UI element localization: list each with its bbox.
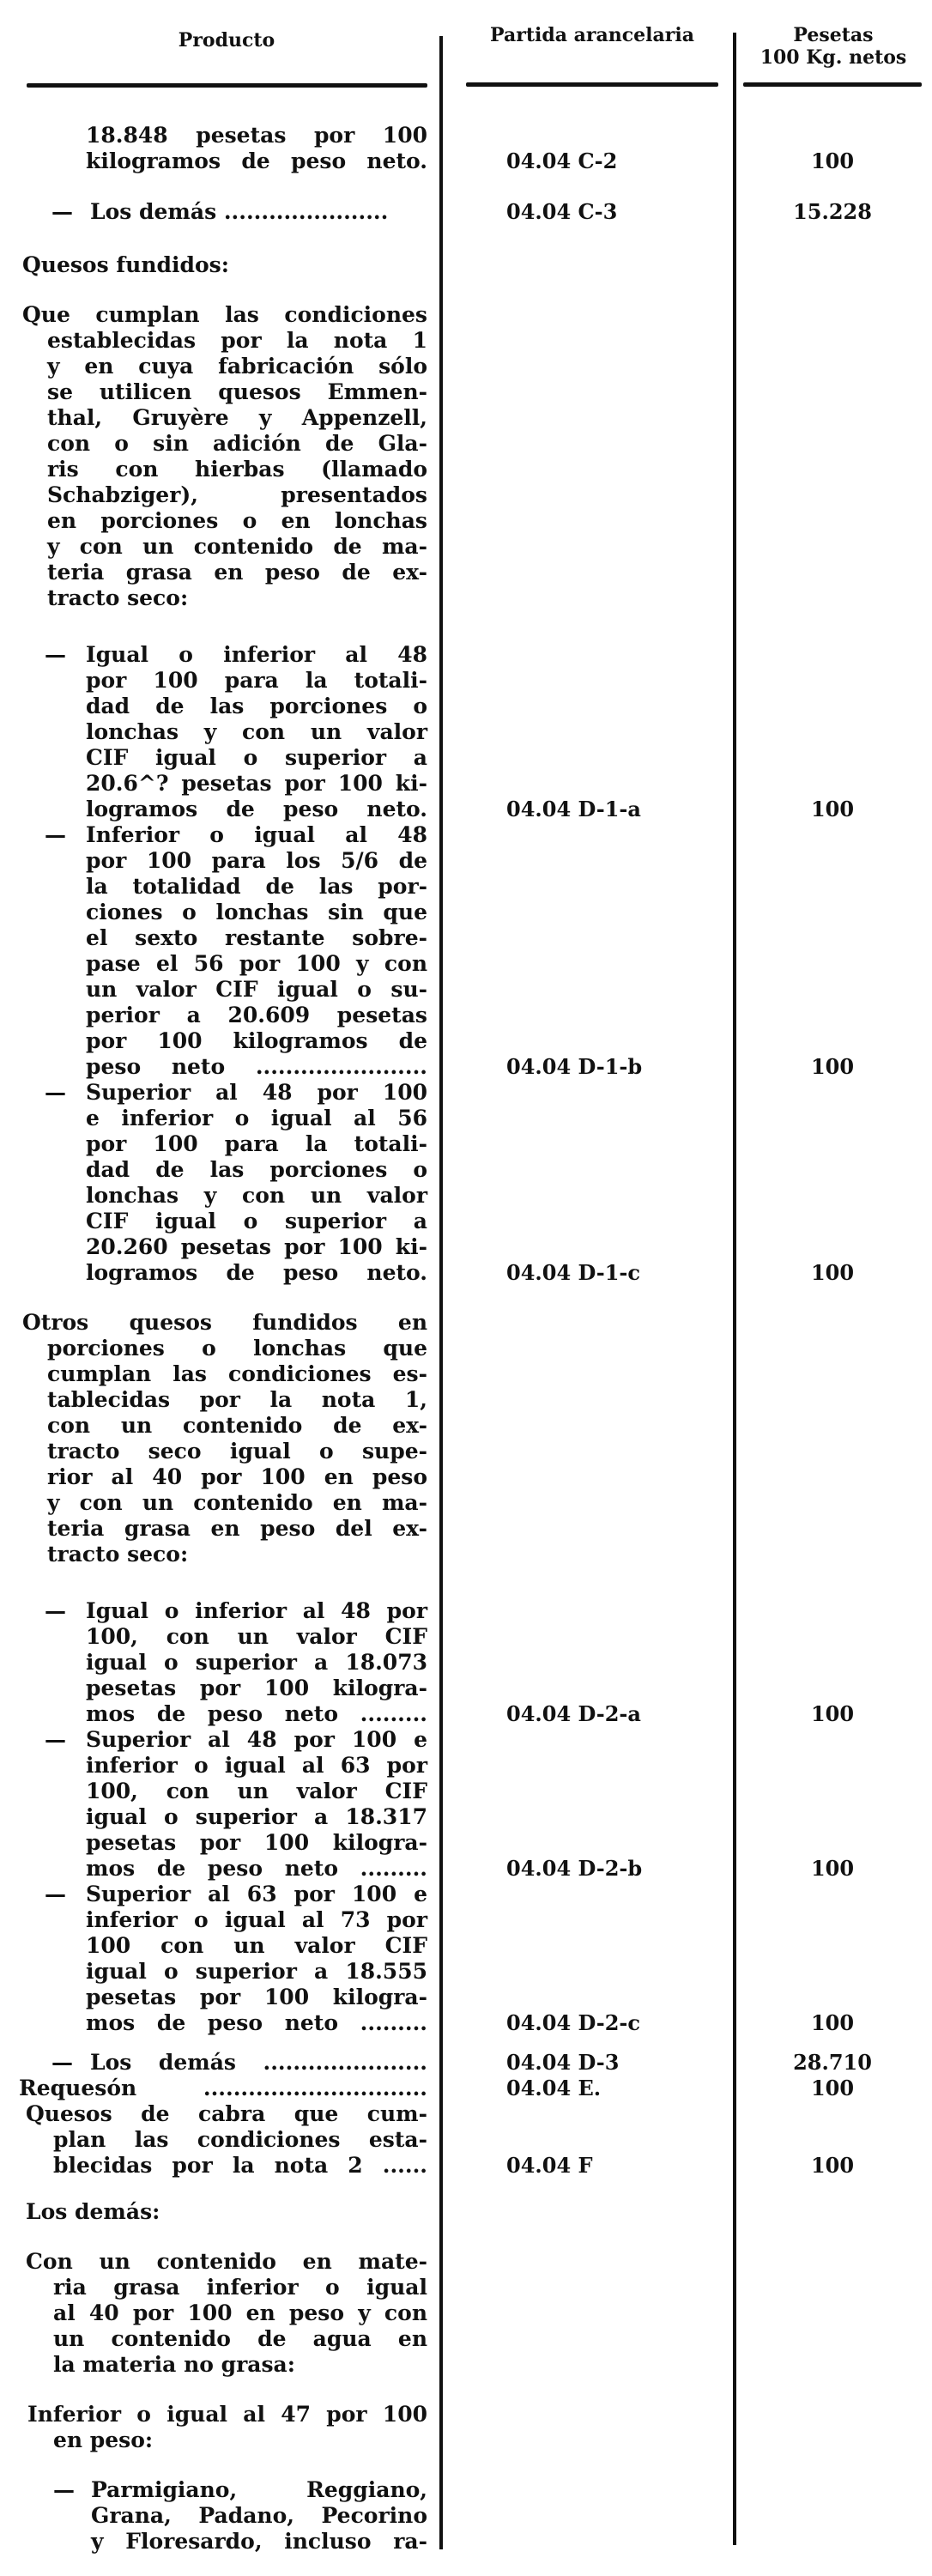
product-text-line: y Floresardo, incluso ra- [91, 2529, 427, 2554]
product-text-line: Igual o inferior al 48 por [86, 1598, 427, 1623]
product-text-line: Que cumplan las condiciones [22, 302, 427, 327]
product-text-line: Superior al 63 por 100 e [86, 1882, 427, 1906]
product-text-line: peso neto ....................... [86, 1054, 427, 1079]
product-text-line: Superior al 48 por 100 [86, 1080, 427, 1105]
product-text-line: un valor CIF igual o su- [86, 977, 427, 1002]
product-text-line: pase el 56 por 100 y con [86, 951, 427, 976]
product-text-line: plan las condiciones esta- [53, 2127, 427, 2152]
product-text-line: 20.6^? pesetas por 100 ki- [86, 771, 427, 796]
product-text-line: el sexto restante sobre- [86, 925, 427, 950]
product-text-line: un contenido de agua en [53, 2326, 427, 2351]
product-text-line: en peso: [53, 2428, 154, 2452]
product-text-line: perior a 20.609 pesetas [86, 1003, 427, 1027]
dash-bullet-icon: — [45, 1080, 66, 1105]
tariff-code: 04.04 D-1-b [506, 1054, 643, 1079]
product-text-line: Quesos de cabra que cum- [26, 2101, 427, 2126]
product-text-line: mos de peso neto ......... [86, 2010, 427, 2035]
product-text-line: Otros quesos fundidos en [22, 1310, 427, 1335]
tariff-code: 04.04 D-2-c [506, 2010, 640, 2035]
product-text-line: lonchas y con un valor [86, 719, 427, 744]
pesetas-value: 100 [810, 797, 855, 821]
product-text-line: pesetas por 100 kilogra- [86, 1830, 427, 1855]
product-text-line: e inferior o igual al 56 [86, 1106, 427, 1130]
header-rule-partida [466, 82, 718, 87]
product-text-line: logramos de peso neto. [86, 1260, 427, 1285]
product-text-line: dad de las porciones o [86, 694, 427, 718]
pesetas-value: 100 [810, 148, 855, 173]
product-text-line: la materia no grasa: [53, 2352, 295, 2377]
pesetas-value: 100 [810, 1054, 855, 1079]
product-text-line: en porciones o en lonchas [47, 508, 427, 533]
product-text-line: igual o superior a 18.073 [86, 1650, 427, 1675]
tariff-code: 04.04 D-1-c [506, 1260, 640, 1285]
product-text-line: Los demás ...................... [90, 199, 389, 224]
product-text-line: Con un contenido en mate- [26, 2249, 427, 2274]
product-text-line: Grana, Padano, Pecorino [91, 2503, 427, 2528]
dash-bullet-icon: — [45, 822, 66, 847]
product-text-line: CIF igual o superior a [86, 1209, 427, 1233]
product-text-line: pesetas por 100 kilogra- [86, 1985, 427, 2009]
product-text-line: y con un contenido en ma- [47, 1490, 427, 1515]
product-text-line: Igual o inferior al 48 [86, 642, 427, 667]
product-text-line: 100 con un valor CIF [86, 1933, 427, 1958]
product-text-line: y con un contenido de ma- [47, 534, 427, 559]
product-text-line: Inferior o igual al 48 [86, 822, 427, 847]
product-text-line: al 40 por 100 en peso y con [53, 2300, 427, 2325]
product-text-line: pesetas por 100 kilogra- [86, 1676, 427, 1700]
product-text-line: lonchas y con un valor [86, 1183, 427, 1208]
product-text-line: establecidas por la nota 1 [47, 328, 427, 353]
product-text-line: por 100 para la totali- [86, 668, 427, 693]
pesetas-value: 28.710 [793, 2050, 872, 2075]
tariff-code: 04.04 E. [506, 2076, 602, 2100]
product-text-line: con un contenido de ex- [47, 1413, 427, 1438]
product-text-line: Quesos fundidos: [22, 252, 229, 277]
dash-bullet-icon: — [45, 642, 66, 667]
product-text-line: ria grasa inferior o igual [53, 2275, 427, 2300]
dash-bullet-icon: — [53, 2477, 75, 2502]
pesetas-value: 15.228 [793, 199, 872, 224]
product-text-line: por 100 para los 5/6 de [86, 848, 427, 873]
product-text-line: ris con hierbas (llamado [47, 457, 427, 482]
product-text-line: teria grasa en peso del ex- [47, 1516, 427, 1541]
product-text-line: por 100 kilogramos de [86, 1028, 427, 1053]
product-text-line: se utilicen quesos Emmen- [47, 379, 427, 404]
product-text-line: la totalidad de las por- [86, 874, 427, 899]
product-text-line: mos de peso neto ......... [86, 1701, 427, 1726]
product-text-line: thal, Gruyère y Appenzell, [47, 405, 427, 430]
product-text-line: 100, con un valor CIF [86, 1779, 427, 1803]
product-text-line: teria grasa en peso de ex- [47, 560, 427, 585]
pesetas-value: 100 [810, 2010, 855, 2035]
product-text-line: Los demás ...................... [90, 2050, 427, 2075]
pesetas-value: 100 [810, 1701, 855, 1726]
product-text-line: Superior al 48 por 100 e [86, 1727, 427, 1752]
product-text-line: cumplan las condiciones es- [47, 1361, 427, 1386]
product-text-line: igual o superior a 18.317 [86, 1804, 427, 1829]
product-text-line: mos de peso neto ......... [86, 1856, 427, 1881]
header-producto: Producto [178, 29, 275, 52]
product-text-line: 100, con un valor CIF [86, 1624, 427, 1649]
product-text-line: inferior o igual al 63 por [86, 1753, 427, 1778]
dash-bullet-icon: — [51, 2050, 73, 2075]
dash-bullet-icon: — [45, 1598, 66, 1623]
product-text-line: porciones o lonchas que [47, 1336, 427, 1361]
product-text-line: 18.848 pesetas por 100 [86, 123, 427, 148]
product-text-line: Requesón .............................. [19, 2076, 427, 2100]
product-text-line: Los demás: [26, 2199, 160, 2224]
tariff-code: 04.04 C-2 [506, 148, 618, 173]
product-text-line: rior al 40 por 100 en peso [47, 1464, 427, 1489]
product-text-line: inferior o igual al 73 por [86, 1907, 427, 1932]
dash-bullet-icon: — [45, 1727, 66, 1752]
product-text-line: logramos de peso neto. [86, 797, 427, 821]
pesetas-value: 100 [810, 1260, 855, 1285]
product-text-line: CIF igual o superior a [86, 745, 427, 770]
product-text-line: blecidas por la nota 2 ...... [53, 2153, 427, 2178]
header-pesetas: Pesetas [793, 24, 874, 46]
product-text-line: Inferior o igual al 47 por 100 [27, 2402, 427, 2427]
pesetas-value: 100 [810, 2153, 855, 2178]
tariff-code: 04.04 C-3 [506, 199, 618, 224]
header-pesetas-unit: 100 Kg. netos [760, 46, 907, 69]
product-text-line: kilogramos de peso neto. [86, 148, 427, 173]
product-text-line: tablecidas por la nota 1, [47, 1387, 427, 1412]
dash-bullet-icon: — [45, 1882, 66, 1906]
tariff-code: 04.04 D-2-a [506, 1701, 641, 1726]
product-text-line: y en cuya fabricación sólo [47, 354, 427, 379]
product-text-line: ciones o lonchas sin que [86, 900, 427, 924]
product-text-line: por 100 para la totali- [86, 1131, 427, 1156]
product-text-line: tracto seco: [47, 1542, 189, 1567]
header-rule-producto [27, 83, 427, 88]
column-separator-2 [733, 33, 736, 2545]
header-partida-arancelaria: Partida arancelaria [490, 24, 694, 46]
product-text-line: con o sin adición de Gla- [47, 431, 427, 456]
header-rule-pesetas [743, 82, 922, 87]
product-text-line: Parmigiano, Reggiano, [91, 2477, 427, 2502]
product-text-line: 20.260 pesetas por 100 ki- [86, 1234, 427, 1259]
product-text-line: dad de las porciones o [86, 1157, 427, 1182]
product-text-line: igual o superior a 18.555 [86, 1959, 427, 1984]
product-text-line: tracto seco igual o supe- [47, 1439, 427, 1464]
tariff-code: 04.04 D-2-b [506, 1856, 643, 1881]
column-separator-1 [439, 36, 443, 2549]
dash-bullet-icon: — [51, 199, 73, 224]
tariff-code: 04.04 D-1-a [506, 797, 641, 821]
tariff-code: 04.04 F [506, 2153, 593, 2178]
pesetas-value: 100 [810, 2076, 855, 2100]
product-text-line: Schabziger), presentados [47, 482, 427, 507]
tariff-code: 04.04 D-3 [506, 2050, 620, 2075]
product-text-line: tracto seco: [47, 585, 189, 610]
pesetas-value: 100 [810, 1856, 855, 1881]
